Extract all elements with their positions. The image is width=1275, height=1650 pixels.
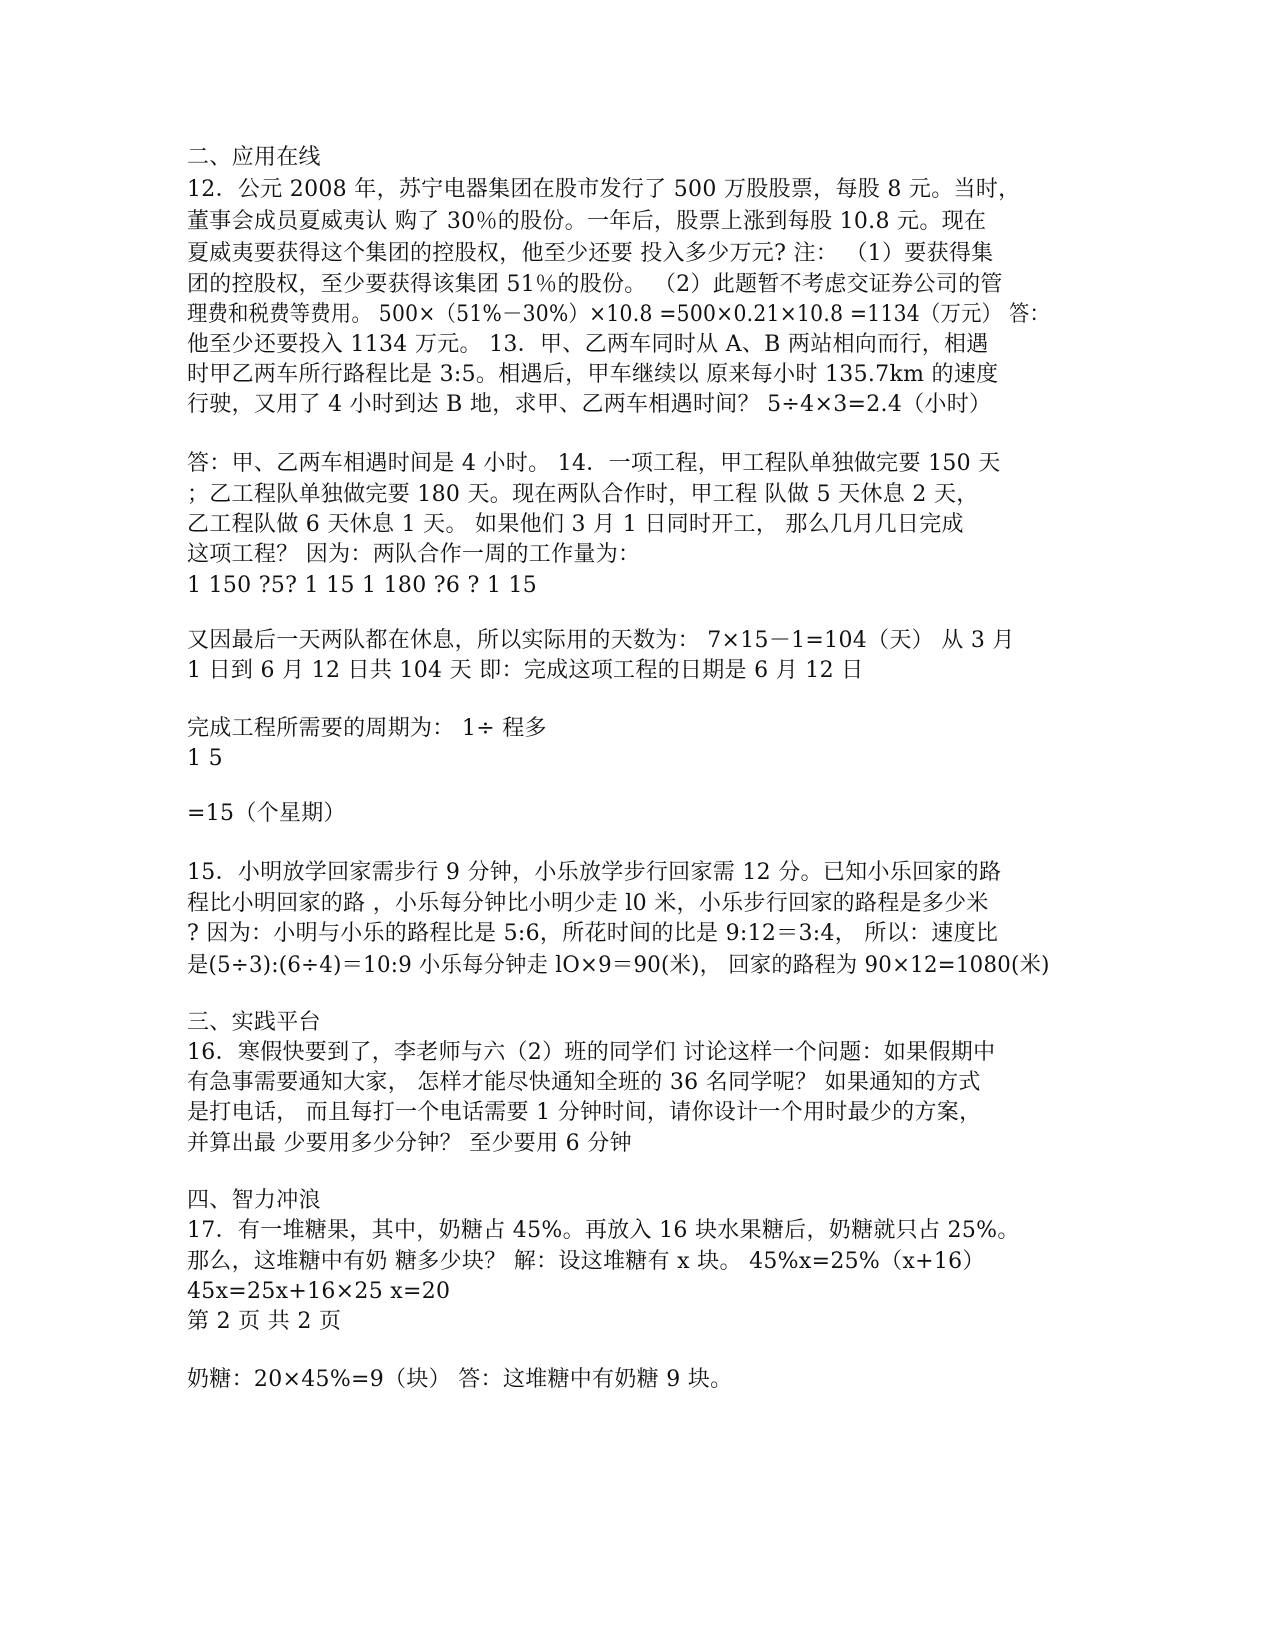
text-line: ；乙工程队单独做完要 180 天。现在两队合作时，甲工程 队做 5 天休息 2 天， bbox=[187, 482, 979, 507]
text-line: 完成工程所需要的周期为： 1÷ 程多 bbox=[187, 716, 547, 741]
section-heading-brain-teaser: 四、智力冲浪 bbox=[187, 1188, 321, 1213]
text-line: 16．寒假快要到了，李老师与六（2）班的同学们 讨论这样一个问题：如果假期中 bbox=[187, 1040, 996, 1065]
text-line: 并算出最 少要用多少分钟？ 至少要用 6 分钟 bbox=[187, 1131, 632, 1156]
text-line: 那么，这堆糖中有奶 糖多少块？ 解：设这堆糖有 x 块。 45%x=25%（x+16） bbox=[187, 1249, 985, 1274]
text-line: 是打电话， 而且每打一个电话需要 1 分钟时间，请你设计一个用时最少的方案， bbox=[187, 1100, 982, 1125]
text-line: 程比小明回家的路 ，小乐每分钟比小明少走 l0 米，小乐步行回家的路程是多少米 bbox=[187, 891, 989, 916]
text-line: 时甲乙两车所行路程比是 3:5。相遇后，甲车继续以 原来每小时 135.7km 的速度 bbox=[187, 362, 999, 387]
text-line: 这项工程？ 因为：两队合作一周的工作量为： bbox=[187, 542, 641, 567]
text-line: 夏威夷要获得这个集团的控股权，他至少还要 投入多少万元? 注： （1）要获得集 bbox=[187, 241, 994, 266]
text-line: 理费和税费等费用。 500×（51%－30%）×10.8 =500×0.21×10.8 =1134（万元） 答： bbox=[187, 302, 1051, 327]
text-line: 董事会成员夏威夷认 购了 30％的股份。一年后，股票上涨到每股 10.8 元。现在 bbox=[187, 209, 987, 234]
text-line: 1 日到 6 月 12 日共 104 天 即：完成这项工程的日期是 6 月 12 日 bbox=[187, 658, 864, 683]
text-line: 答：甲、乙两车相遇时间是 4 小时。 14．一项工程，甲工程队单独做完要 150 天 bbox=[187, 451, 1001, 476]
section-heading-practice: 三、实践平台 bbox=[187, 1010, 321, 1035]
text-line: 17．有一堆糖果，其中，奶糖占 45%。再放入 16 块水果糖后，奶糖就只占 25%。 bbox=[187, 1218, 1020, 1243]
text-line: 是(5÷3):(6÷4)＝10:9 小乐每分钟走 lO×9＝90(米)， 回家的路程为 90×12=1080(米) bbox=[187, 953, 1050, 978]
text-line: 15．小明放学回家需步行 9 分钟，小乐放学步行回家需 12 分。已知小乐回家的路 bbox=[187, 860, 1002, 885]
text-line: 团的控股权，至少要获得该集团 51％的股份。 （2）此题暂不考虑交证券公司的管 bbox=[187, 272, 1003, 297]
section-heading-application: 二、应用在线 bbox=[187, 145, 321, 170]
text-line: 有急事需要通知大家， 怎样才能尽快通知全班的 36 名同学呢？ 如果通知的方式 bbox=[187, 1070, 981, 1095]
formula-line: 45x=25x+16×25 x=20 bbox=[187, 1279, 451, 1304]
formula-line: 1 150 ?5? 1 15 1 180 ?6 ? 1 15 bbox=[187, 573, 538, 598]
text-line: ? 因为：小明与小乐的路程比是 5:6，所花时间的比是 9:12＝3:4， 所以：速度比 bbox=[187, 921, 999, 946]
text-line: 行驶，又用了 4 小时到达 B 地，求甲、乙两车相遇时间？ 5÷4×3=2.4（小时） bbox=[187, 392, 992, 417]
text-line: 乙工程队做 6 天休息 1 天。 如果他们 3 月 1 日同时开工， 那么几月几日完成 bbox=[187, 512, 964, 537]
text-line: 12．公元 2008 年，苏宁电器集团在股市发行了 500 万股股票，每股 8 元。当时， bbox=[187, 177, 1021, 202]
text-line: =15（个星期） bbox=[187, 801, 346, 826]
text-line: 奶糖：20×45%=9（块） 答：这堆糖中有奶糖 9 块。 bbox=[187, 1367, 733, 1392]
page-footer: 第 2 页 共 2 页 bbox=[187, 1309, 342, 1334]
text-line: 又因最后一天两队都在休息，所以实际用的天数为： 7×15－1=104（天） 从 3 月 bbox=[187, 628, 1015, 653]
text-line: 他至少还要投入 1134 万元。 13．甲、乙两车同时从 A、B 两站相向而行，相遇 bbox=[187, 332, 989, 357]
formula-line: 1 5 bbox=[187, 746, 223, 771]
